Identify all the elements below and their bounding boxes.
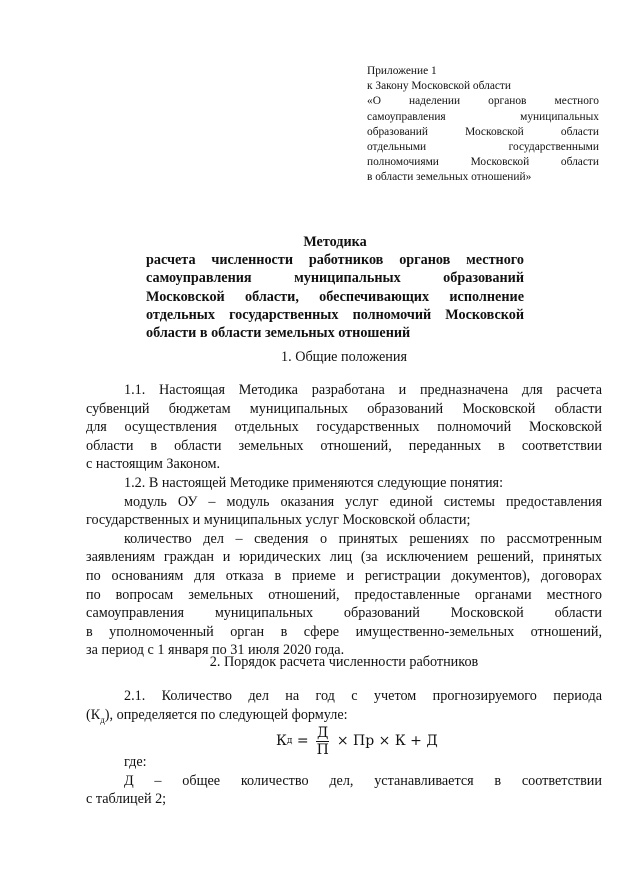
definition-line: Д – общее количество дел, устанавливается в соответствии	[124, 772, 602, 789]
paragraph-line: 1.2. В настоящей Методике применяются следующие понятия:	[124, 474, 504, 491]
appendix-line: Приложение 1	[367, 65, 437, 77]
title-line: Московской области, обеспечивающих исполнение	[146, 288, 524, 305]
formula-lhs-subscript: д	[286, 736, 293, 746]
definition-line: с таблицей 2;	[86, 791, 167, 808]
appendix-line: полномочиями Московской области	[367, 156, 599, 169]
formula-lhs: К	[276, 733, 287, 749]
paragraph-line: субвенций бюджетам муниципальных образований Московской области	[86, 400, 602, 417]
section-1-heading: 1. Общие положения	[281, 349, 407, 365]
appendix-line: отдельными государственными	[367, 141, 599, 154]
paragraph-line: 1.1. Настоящая Методика разработана и предназначена для расчета	[124, 382, 602, 398]
paragraph-line: по основаниям для отказа в приеме и регистрации документов), договорах	[86, 567, 602, 584]
paragraph-line: заявлениям граждан и юридических лиц (за исключением решений, принятых	[86, 549, 602, 566]
definitions-block	[86, 753, 602, 809]
title-line: расчета численности работников органов местного	[146, 252, 524, 269]
paragraph-line: для осуществления отдельных государственных полномочий Московской	[86, 419, 602, 436]
paragraph-line: самоуправления муниципальных образований Московской области	[86, 605, 602, 622]
document-title	[146, 233, 524, 342]
section-1-body	[86, 381, 602, 660]
title-line: области в области земельных отношений	[146, 325, 411, 342]
appendix-line: в области земельных отношений»	[367, 171, 532, 184]
paragraph-line: количество дел – сведения о принятых решениях по рассмотренным	[124, 530, 602, 547]
formula-equals: =	[292, 733, 314, 749]
where-label: где:	[124, 754, 147, 770]
fraction-denominator: П	[316, 741, 329, 758]
section-2-heading: 2. Порядок расчета численности работников	[209, 654, 479, 670]
appendix-block	[367, 64, 599, 186]
paragraph-line: с настоящим Законом.	[86, 456, 221, 473]
title-line: отдельных государственных полномочий Московской	[146, 306, 524, 323]
paragraph-line: по вопросам земельных отношений, предоставленные органами местного	[86, 586, 602, 603]
paragraph-line: модуль ОУ – модуль оказания услуг единой системы предоставления	[124, 493, 602, 510]
fraction-numerator: Д	[317, 724, 329, 741]
paragraph-line: за период с 1 января по 31 июля 2020 года.	[86, 642, 345, 659]
paragraph-line: $(К_д)$, определяется по следующей формуле:	[86, 706, 348, 725]
title-line: самоуправления муниципальных образований	[146, 270, 524, 287]
appendix-line: самоуправления муниципальных	[367, 110, 599, 123]
paragraph-line: 2.1. Количество дел на год с учетом прогнозируемого периода	[124, 688, 602, 704]
title-line: Методика	[303, 234, 367, 250]
formula-rest: × Пр × К + Д	[332, 733, 438, 749]
paragraph-line: в уполномоченный орган в сфере имущественно-земельных отношений,	[86, 623, 602, 640]
paragraph-line: области в области земельных отношений, переданных в соответствии	[86, 437, 602, 454]
paragraph-line: государственных и муниципальных услуг Московской области;	[86, 512, 471, 529]
appendix-line: к Закону Московской области	[367, 80, 511, 93]
appendix-line: «О наделении органов местного	[367, 95, 599, 108]
appendix-line: образований Московской области	[367, 125, 599, 138]
